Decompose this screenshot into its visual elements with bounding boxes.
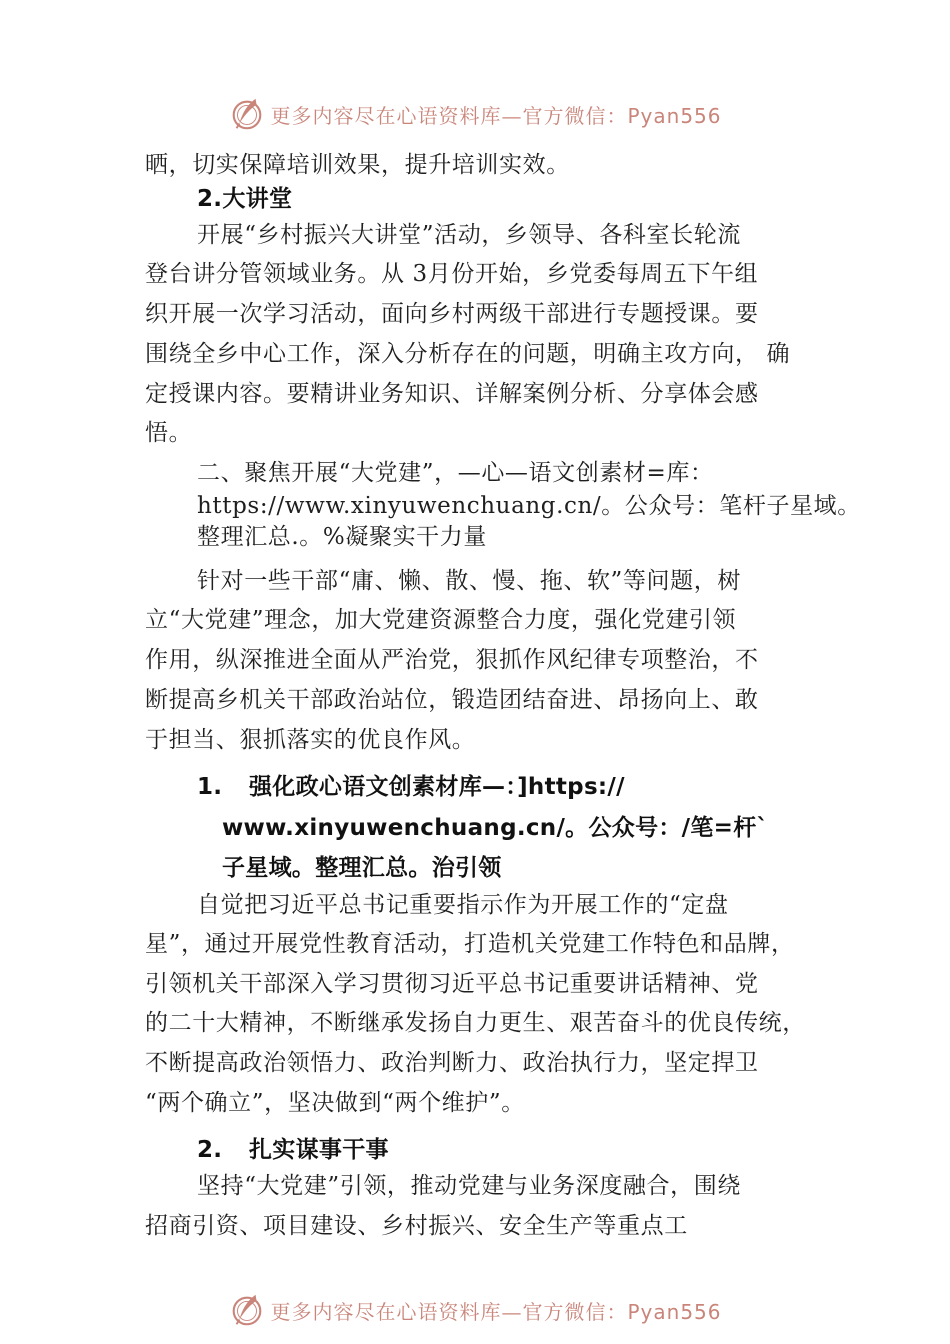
- text-line: 自觉把习近平总书记重要指示作为开展工作的“定盘: [197, 892, 729, 918]
- text-line: 定授课内容。要精讲业务知识、详解案例分析、分享体会感: [145, 381, 759, 407]
- text-line: 悟。: [145, 420, 193, 446]
- text-line: 针对一些干部“庸、懒、散、慢、拖、软”等问题，树: [197, 568, 741, 594]
- text-line: 星”，通过开展党性教育活动，打造机关党建工作特色和品牌，: [145, 931, 795, 957]
- chapter-heading-tail: 整理汇总.。%凝聚实干力量: [197, 524, 487, 550]
- text-line: 不断提高政治领悟力、政治判断力、政治执行力，坚定捍卫: [145, 1050, 759, 1076]
- numbered-heading-1-cont: 子星域。整理汇总。治引领: [222, 855, 502, 881]
- text-line: “两个确立”，坚决做到“两个维护”。: [145, 1090, 525, 1116]
- text-line: 于担当、狠抓落实的优良作风。: [145, 727, 476, 753]
- chapter-heading-url: https://www.xinyuwenchuang.cn/。公众号：笔杆子星域。: [197, 493, 861, 519]
- watermark-header: [0, 94, 950, 134]
- list-number: 1.: [197, 774, 223, 800]
- text-line: 围绕全乡中心工作，深入分析存在的问题，明确主攻方向， 确: [145, 341, 791, 367]
- text-line: 开展“乡村振兴大讲堂”活动，乡领导、各科室长轮流: [197, 222, 741, 248]
- text-line: 坚持“大党建”引领，推动党建与业务深度融合，围绕: [197, 1173, 741, 1199]
- text-line: 招商引资、项目建设、乡村振兴、安全生产等重点工: [145, 1213, 688, 1239]
- text-line: 引领机关干部深入学习贯彻习近平总书记重要讲话精神、党: [145, 971, 759, 997]
- feather-seal-icon: [228, 1291, 266, 1329]
- feather-seal-icon: [228, 95, 266, 133]
- numbered-heading-2: 2. 扎实谋事干事: [197, 1137, 389, 1163]
- numbered-heading-1: 1. 强化政心语文创素材库—：]https://: [197, 774, 625, 800]
- text-line: 的二十大精神，不断继承发扬自力更生、艰苦奋斗的优良传统，: [145, 1010, 806, 1036]
- text-line: 立“大党建”理念，加大党建资源整合力度，强化党建引领: [145, 607, 737, 633]
- text-line: 晒，切实保障培训效果，提升培训实效。: [145, 152, 570, 178]
- list-number: 2.: [197, 1137, 223, 1163]
- text-line: 作用，纵深推进全面从严治党，狠抓作风纪律专项整治，不: [145, 647, 759, 673]
- numbered-heading-1-cont: www.xinyuwenchuang.cn/。公众号：/笔=杆`: [222, 815, 769, 841]
- watermark-text: 更多内容尽在心语资料库—官方微信：Pyan556: [270, 103, 722, 128]
- watermark-footer: [0, 1290, 950, 1330]
- section-heading: 2.大讲堂: [197, 186, 293, 212]
- watermark-text: 更多内容尽在心语资料库—官方微信：Pyan556: [270, 1299, 722, 1324]
- text-line: 织开展一次学习活动，面向乡村两级干部进行专题授课。要: [145, 301, 759, 327]
- chapter-heading: 二、聚焦开展“大党建”，—心—语文创素材=库：: [197, 460, 714, 486]
- text-line: 登台讲分管领域业务。从 3月份开始，乡党委每周五下午组: [145, 261, 759, 287]
- text-line: 断提高乡机关干部政治站位，锻造团结奋进、昂扬向上、敢: [145, 687, 759, 713]
